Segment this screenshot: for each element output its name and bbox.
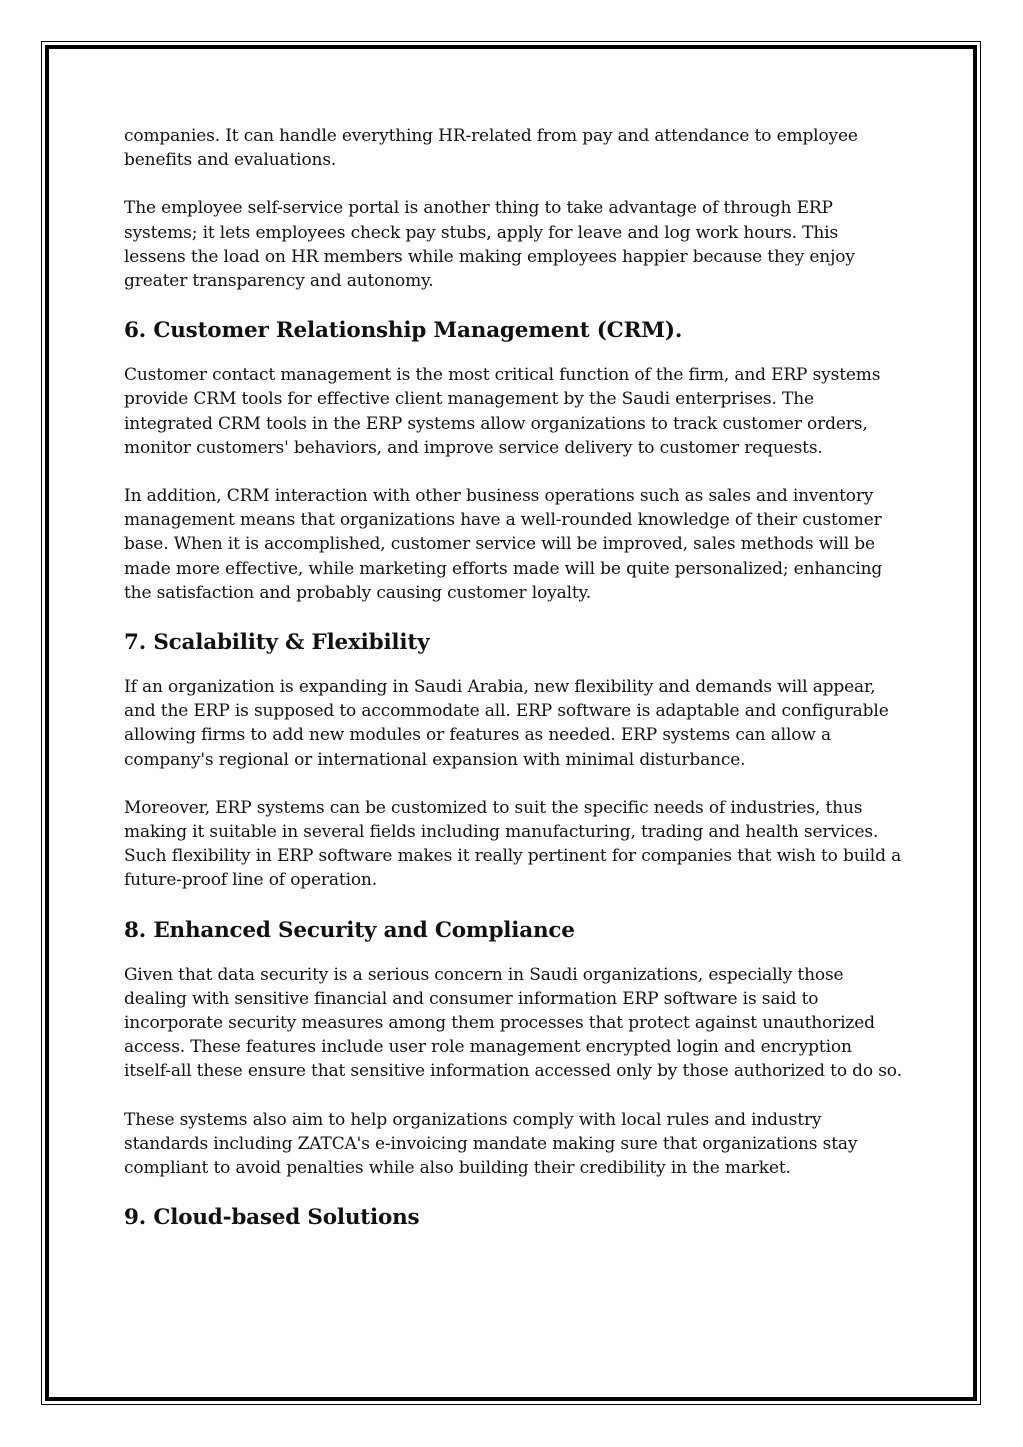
paragraph: These systems also aim to help organizations comply with local rules and industry standards including ZATCA's e-invoicing mandate making sure that organizations stay compliant to avoid penalties while also building their credibility in the market. <box>124 1109 858 1179</box>
paragraph: Given that data security is a serious concern in Saudi organizations, especially those dealing with sensitive financial and consumer information ERP software is said to incorporate security measures among them processes that protect against unauthorized access. These features include user role management encrypted login and encryption itself-all these ensure that sensitive information accessed only by those authorized to do so. <box>124 964 902 1082</box>
section-heading-security: 8. Enhanced Security and Compliance <box>124 917 575 943</box>
paragraph: The employee self-service portal is another thing to take advantage of through ERP systems; it lets employees check pay stubs, apply for leave and log work hours. This lessens the load on HR members while making employees happier because they enjoy greater transparency and autonomy. <box>124 198 855 292</box>
paragraph: In addition, CRM interaction with other business operations such as sales and inventory management means that organizations have a well-rounded knowledge of their customer base. When it is accomplished, customer service will be improved, sales methods will be made more effective, while marketing efforts made will be quite personalized; enhancing the satisfaction and probably causing customer loyalty. <box>124 486 883 603</box>
paragraph: Customer contact management is the most critical function of the firm, and ERP systems provide CRM tools for effective client management by the Saudi enterprises. The integrated CRM tools in the ERP systems allow organizations to track customer orders, monitor customers' behaviors, and improve service delivery to customer requests. <box>124 365 881 458</box>
paragraph: companies. It can handle everything HR-related from pay and attendance to employee benefits and evaluations. <box>124 126 858 171</box>
paragraph: If an organization is expanding in Saudi Arabia, new flexibility and demands will appear, and the ERP is supposed to accommodate all. ERP software is adaptable and configurable allowing firms to add new modules or features as needed. ERP systems can allow a company's regional or international expansion with minimal disturbance. <box>124 677 889 770</box>
section-heading-scalability: 7. Scalability & Flexibility <box>124 630 430 656</box>
document-body <box>124 124 902 1250</box>
paragraph: Moreover, ERP systems can be customized to suit the specific needs of industries, thus making it suitable in several fields including manufacturing, trading and health services. Such flexibility in ERP software makes it really pertinent for companies that wish to build a future-proof line of operation. <box>124 797 902 891</box>
section-heading-cloud: 9. Cloud-based Solutions <box>124 1205 420 1231</box>
section-heading-crm: 6. Customer Relationship Management (CRM). <box>124 318 683 344</box>
